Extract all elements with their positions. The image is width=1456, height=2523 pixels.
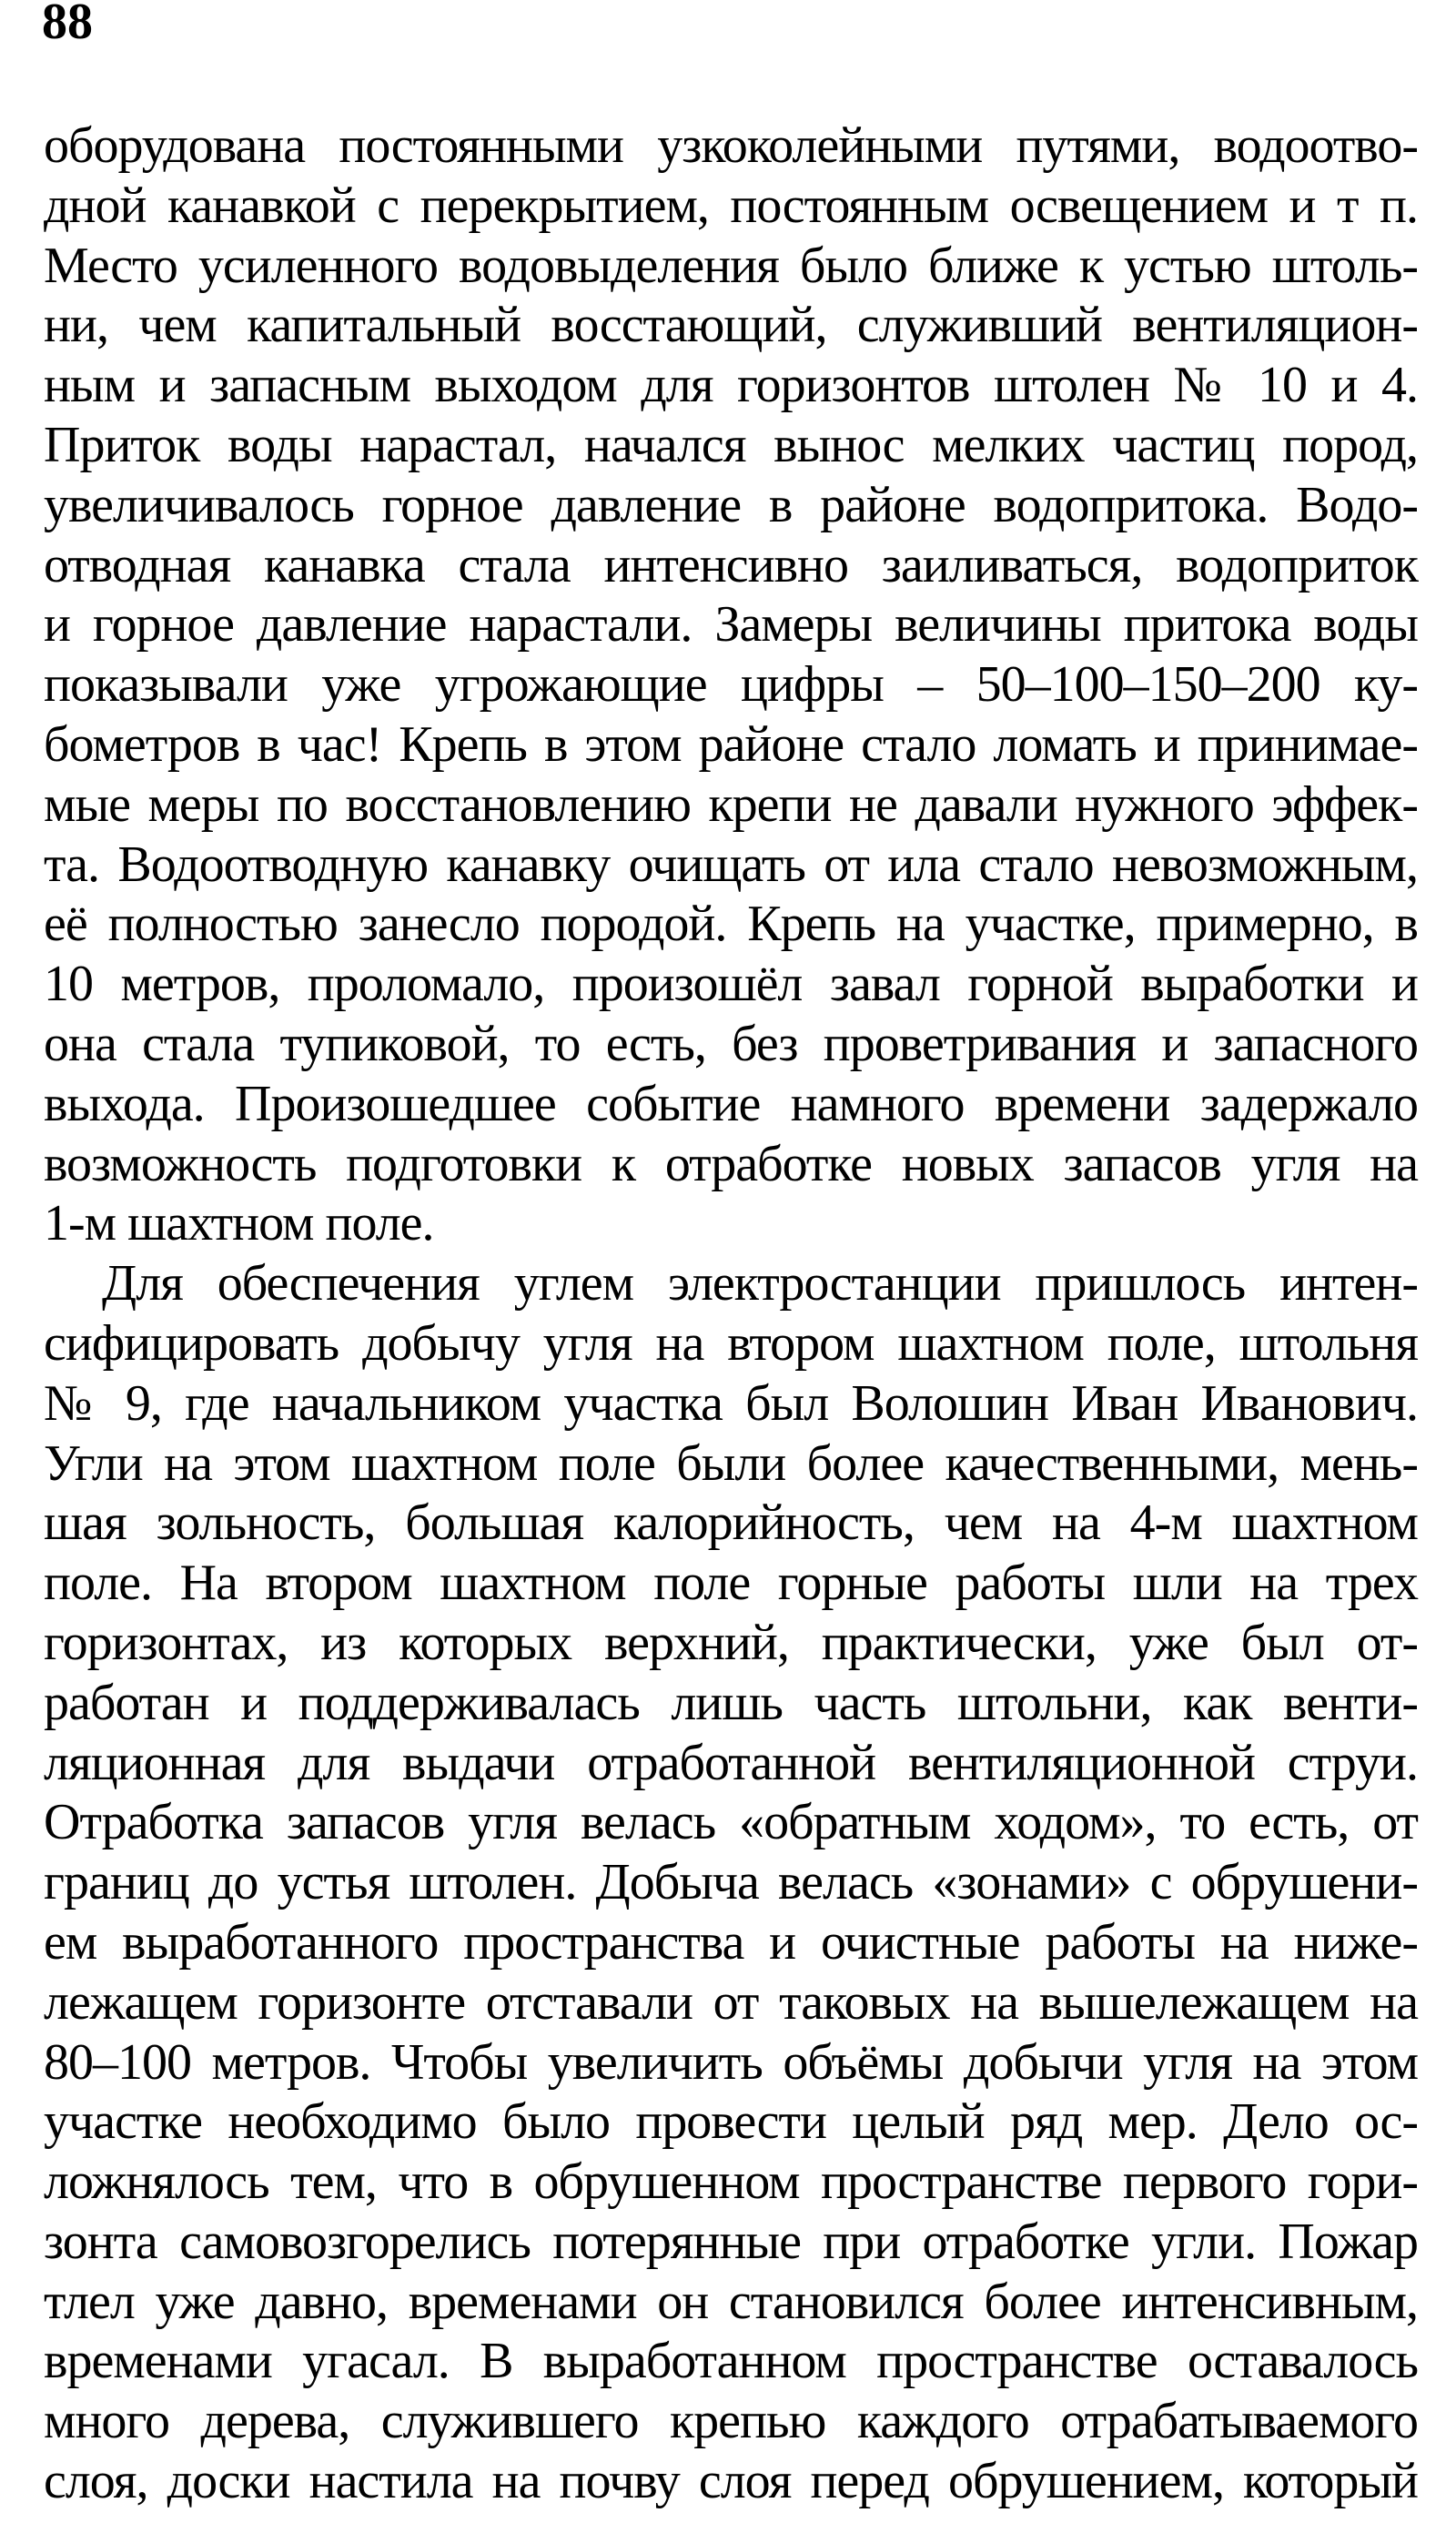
text-line: ляционная для выдачи отработанной вентиляционной струи. [44,1734,1418,1791]
text-line: границ до устья штолен. Добыча велась «зонами» с обрушени- [44,1854,1418,1911]
text-line: мые меры по восстановлению крепи не давали нужного эффек- [44,775,1418,833]
text-line: 1-м шахтном поле. [44,1195,434,1252]
text-line: ным и запасным выходом для горизонтов штолен № 10 и 4. [44,357,1418,414]
text-line: № 9, где начальником участка был Волошин Иван Иванович. [44,1374,1418,1432]
text-line: поле. На втором шахтном поле горные работы шли на трех [44,1555,1418,1612]
text-line: ни, чем капитальный восстающий, служивший вентиляцион- [44,297,1418,354]
text-line: горизонтах, из которых верхний, практически, уже был от- [44,1614,1418,1671]
text-line: выхода. Произошедшее событие намного времени задержало [44,1075,1418,1132]
text-line: Для обеспечения углем электростанции пришлось интен- [102,1255,1418,1312]
text-line: оборудована постоянными узкоколейными путями, водоотво- [44,117,1418,174]
text-line: Отработка запасов угля велась «обратным ходом», то есть, от [44,1794,1418,1851]
text-line: бометров в час! Крепь в этом районе стало ломать и принимае- [44,715,1418,773]
text-line: много дерева, служившего крепью каждого отрабатываемого [44,2393,1418,2450]
text-line: лежащем горизонте отставали от таковых на вышележащем на [44,1973,1418,2031]
text-line: участке необходимо было провести целый ряд мер. Дело ос- [44,2093,1418,2151]
text-line: тлел уже давно, временами он становился более интенсивным, [44,2273,1418,2330]
text-line: зонта самовозгорелись потерянные при отработке угли. Пожар [44,2213,1418,2270]
text-line: и горное давление нарастали. Замеры величины притока воды [44,596,1418,654]
text-line: ем выработанного пространства и очистные работы на ниже- [44,1913,1418,1971]
text-line: работан и поддерживалась лишь часть штольни, как венти- [44,1674,1418,1731]
text-line: Приток воды нарастал, начался вынос мелких частиц пород, [44,416,1418,473]
text-line: 10 метров, проломало, произошёл завал горной выработки и [44,956,1418,1013]
text-line: отводная канавка стала интенсивно заиливаться, водоприток [44,536,1418,593]
text-line: показывали уже угрожающие цифры – 50–100–150–200 ку- [44,656,1418,714]
text-line: слоя, доски настила на почву слоя перед обрушением, который [44,2453,1418,2510]
text-line: та. Водоотводную канавку очищать от ила стало невозможным, [44,836,1418,893]
text-line: увеличивалось горное давление в районе водопритока. Водо- [44,476,1418,533]
text-line: её полностью занесло породой. Крепь на участке, примерно, в [44,896,1418,953]
body-text [44,117,1418,2512]
page-number: 88 [42,0,93,50]
text-line: шая зольность, большая калорийность, чем на 4-м шахтном [44,1495,1418,1552]
text-line: Место усиленного водовыделения было ближе к устью штоль- [44,237,1418,294]
text-line: дной канавкой с перекрытием, постоянным освещением и т п. [44,177,1418,234]
text-line: ложнялось тем, что в обрушенном пространстве первого гори- [44,2153,1418,2211]
text-line: 80–100 метров. Чтобы увеличить объёмы добычи угля на этом [44,2033,1418,2091]
text-line: сифицировать добычу угля на втором шахтном поле, штольня [44,1314,1418,1372]
text-line: Угли на этом шахтном поле были более качественными, мень- [44,1434,1418,1492]
text-line: временами угасал. В выработанном пространстве оставалось [44,2333,1418,2390]
text-line: возможность подготовки к отработке новых запасов угля на [44,1135,1418,1192]
text-line: она стала тупиковой, то есть, без проветривания и запасного [44,1015,1418,1072]
